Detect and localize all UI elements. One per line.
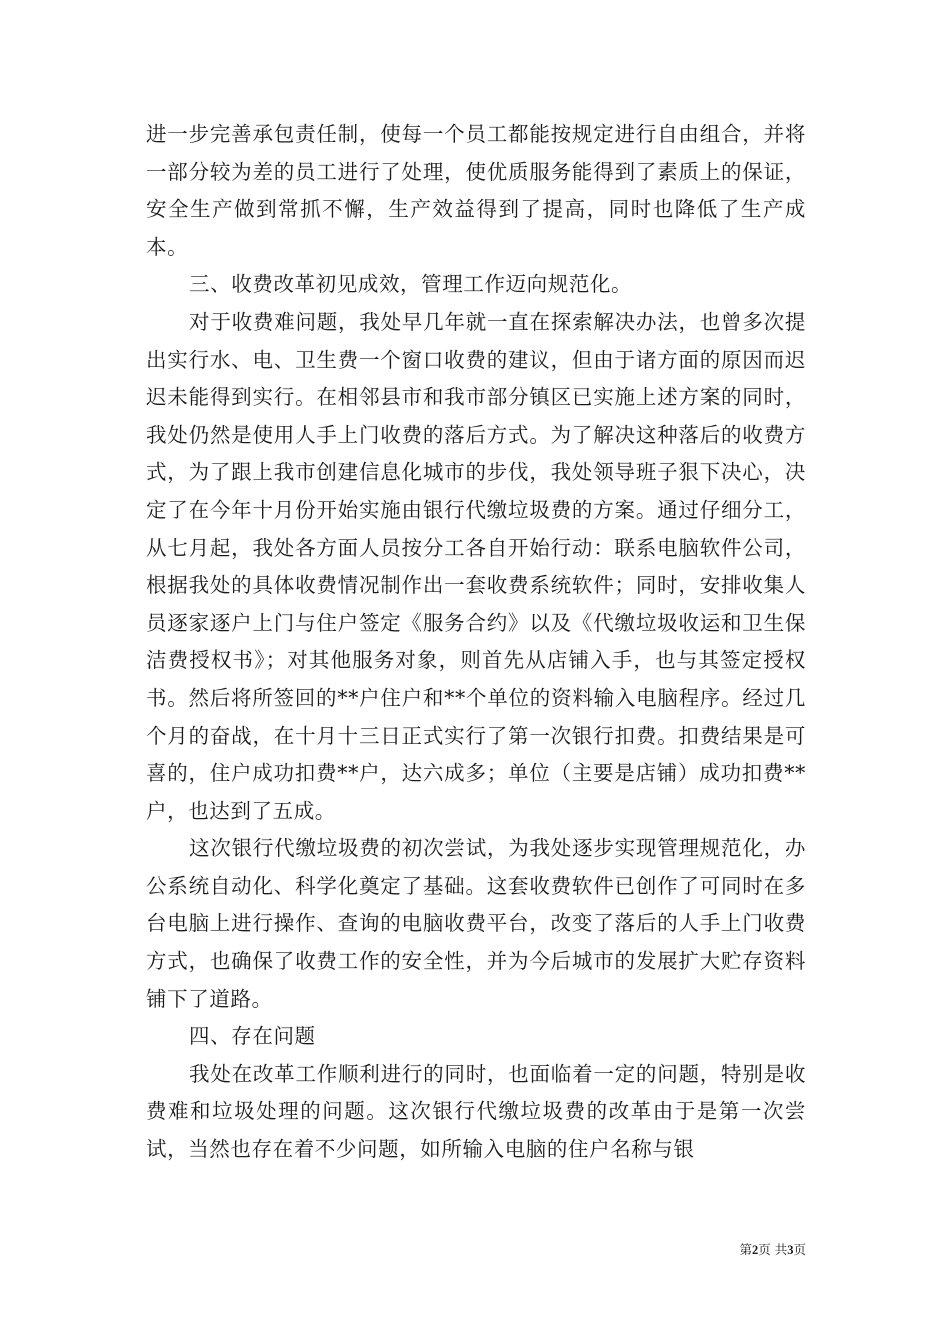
footer-current-page: 2	[752, 1243, 759, 1257]
footer-middle: 页 共	[758, 1242, 788, 1257]
paragraph-problems: 我处在改革工作顺利进行的同时，也面临着一定的问题，特别是收费难和垃圾处理的问题。这次银行代缴垃圾费的改革由于是第一次尝试，当然也存在着不少问题，如所输入电脑的住户名称与银	[146, 1061, 806, 1162]
document-body	[146, 116, 806, 1169]
paragraph-trial-result: 这次银行代缴垃圾费的初次尝试，为我处逐步实现管理规范化，办公系统自动化、科学化奠定了基础。这套收费软件已创作了可同时在多台电脑上进行操作、查询的电脑收费平台，改变了落后的人手上门收费方式，也确保了收费工作的安全性，并为今后城市的发展扩大贮存资料铺下了道路。	[146, 836, 806, 1011]
footer-suffix: 页	[793, 1242, 806, 1257]
paragraph-fee-reform: 对于收费难问题，我处早几年就一直在探索解决办法，也曾多次提出实行水、电、卫生费一个窗口收费的建议，但由于诸方面的原因而迟迟未能得到实行。在相邻县市和我市部分镇区已实施上述方案的同时，我处仍然是使用人手上门收费的落后方式。为了解决这种落后的收费方式，为了跟上我市创建信息化城市的步伐，我处领导班子狠下决心，决定了在今年十月份开始实施由银行代缴垃圾费的方案。通过仔细分工，从七月起，我处各方面人员按分工各自开始行动：联系电脑软件公司，根据我处的具体收费情况制作出一套收费系统软件；同时，安排收集人员逐家逐户上门与住户签定《服务合约》以及《代缴垃圾收运和卫生保洁费授权书》；对其他服务对象，则首先从店铺入手，也与其签定授权书。然后将所签回的**户住户和**个单位的资料输入电脑程序。经过几个月的奋战，在十月十三日正式实行了第一次银行扣费。扣费结果是可喜的，住户成功扣费**户，达六成多；单位（主要是店铺）成功扣费**户，也达到了五成。	[146, 309, 806, 823]
footer-prefix: 第	[739, 1242, 752, 1257]
page-number-footer	[739, 1240, 806, 1258]
section-heading-four: 四、存在问题	[189, 1024, 316, 1049]
section-heading-three: 三、收费改革初见成效，管理工作迈向规范化。	[189, 272, 633, 297]
footer-total-pages: 3	[787, 1243, 794, 1257]
paragraph-continuation: 进一步完善承包责任制，使每一个员工都能按规定进行自由组合，并将一部分较为差的员工进行了处理，使优质服务能得到了素质上的保证，安全生产做到常抓不懈，生产效益得到了提高，同时也降低了生产成本。	[146, 122, 806, 259]
